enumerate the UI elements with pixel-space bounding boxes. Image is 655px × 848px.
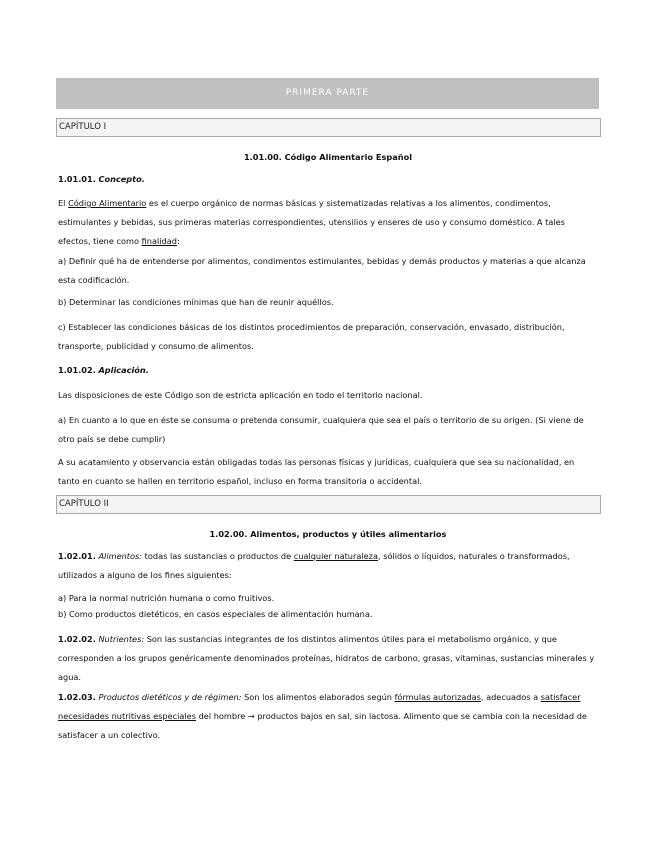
item-b: b) Como productos dietéticos, en casos especiales de alimentación humana. bbox=[58, 609, 373, 619]
article-number: 1.02.02. bbox=[58, 634, 96, 644]
article-name: Productos dietéticos y de régimen: bbox=[98, 692, 242, 702]
text: todas las sustancias o productos de bbox=[142, 551, 294, 561]
article-number: 1.02.01. bbox=[58, 551, 96, 561]
article-number: 1.01.02. bbox=[58, 365, 96, 375]
part-banner: PRIMERA PARTE bbox=[56, 78, 599, 109]
chapter-2-header: CAPÍTULO II bbox=[56, 495, 601, 514]
text: es el cuerpo orgánico de normas básicas y sistematizadas relativas a los alimentos, condimentos, estimulantes y bebidas, sus primeras materias correspondientes, utensilios y enseres de uso y consumo doméstico. A tales efectos, tiene como bbox=[58, 198, 565, 246]
section-1-title: 1.01.00. Código Alimentario Español bbox=[243, 152, 413, 162]
section-2-title: 1.02.00. Alimentos, productos y útiles alimentarios bbox=[209, 529, 447, 539]
article-name: Alimentos: bbox=[98, 551, 143, 561]
article-1-01-01-paragraph bbox=[58, 194, 598, 251]
text: , sólidos o líquidos, naturales o transformados, utilizados a alguno de los fines siguientes: bbox=[58, 551, 570, 580]
chapter-1-header: CAPÍTULO I bbox=[56, 118, 601, 137]
necesidades-nutritivas-link[interactable]: satisfacer necesidades nutritivas especiales bbox=[58, 692, 581, 721]
article-number: 1.01.01. bbox=[58, 174, 96, 184]
article-name: Aplicación. bbox=[98, 365, 149, 375]
article-1-01-02-paragraph: Las disposiciones de este Código son de estricta aplicación en todo el territorio nacional. bbox=[58, 390, 423, 400]
article-1-01-02-paragraph-2: A su acatamiento y observancia están obligadas todas las personas físicas y jurídicas, cualquiera que sea su nacionalidad, en tanto en cuanto se hallen en territorio español, incluso en forma transitoria o accidental. bbox=[58, 457, 575, 486]
article-1-01-01-heading bbox=[58, 170, 598, 189]
finalidad-link[interactable]: finalidad bbox=[141, 236, 177, 246]
text: Son los alimentos elaborados según bbox=[241, 692, 395, 702]
text: Son las sustancias integrantes de los distintos alimentos útiles para el metabolismo orgánico, y que corresponden a los grupos genéricamente denominados proteínas, hidratos de carbono, grasas, vitaminas, sustancias minerales y agua. bbox=[58, 634, 595, 682]
item-a: a) Definir qué ha de entenderse por alimentos, condimentos estimulantes, bebidas y demás productos y materias a que alcanza esta codificación. bbox=[58, 256, 586, 285]
formulas-autorizadas-link[interactable]: fórmulas autorizadas bbox=[394, 692, 481, 702]
text: , adecuados a bbox=[480, 692, 541, 702]
article-number: 1.02.03. bbox=[58, 692, 96, 702]
text: del hombre → productos bajos en sal, sin lactosa. Alimento que se cambia con la necesidad de satisfacer a un colectivo. bbox=[58, 711, 587, 740]
item-b: b) Determinar las condiciones mínimas que han de reunir aquéllos. bbox=[58, 297, 334, 307]
article-1-02-02 bbox=[58, 630, 598, 687]
text: : bbox=[176, 236, 180, 246]
item-a: a) Para la normal nutrición humana o como fruitivos. bbox=[58, 593, 275, 603]
codigo-alimentario-link[interactable]: Código Alimentario bbox=[68, 198, 147, 208]
cualquier-naturaleza-link[interactable]: cualquier naturaleza bbox=[293, 551, 379, 561]
article-1-02-03 bbox=[58, 688, 598, 745]
article-1-01-02-heading bbox=[58, 361, 598, 380]
article-name: Concepto. bbox=[98, 174, 145, 184]
item-a: a) En cuanto a lo que en éste se consuma o pretenda consumir, cualquiera que sea el país o territorio de su origen. (Si viene de otro país se debe cumplir) bbox=[58, 415, 584, 444]
article-1-02-01 bbox=[58, 547, 598, 585]
item-c: c) Establecer las condiciones básicas de los distintos procedimientos de preparación, conservación, envasado, distribución, transporte, publicidad y consumo de alimentos. bbox=[58, 322, 565, 351]
article-name: Nutrientes: bbox=[98, 634, 145, 644]
text: El bbox=[58, 198, 69, 208]
